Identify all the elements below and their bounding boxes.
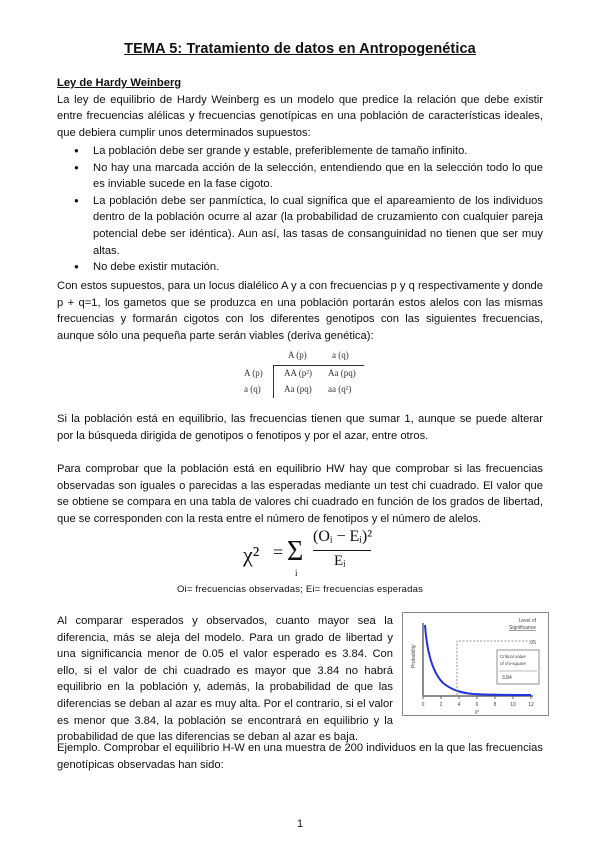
equilibrium-paragraph: Si la población está en equilibrio, las frecuencias tienen que sumar 1, aunque se puede alterar por la búsqueda dirigida de genotipos o fenotipos y por el azar, entre otros. xyxy=(57,413,543,442)
x-tick: 0 xyxy=(421,702,425,708)
table-divider xyxy=(273,365,274,398)
table-cell: aa (q²) xyxy=(328,384,352,394)
chi-square-distribution-figure xyxy=(402,612,549,716)
fraction-bar xyxy=(313,550,371,551)
section-heading: Ley de Hardy Weinberg xyxy=(57,77,182,89)
formula-lhs: χ² xyxy=(243,542,260,567)
formula-sigma-sub: i xyxy=(295,568,298,578)
y-axis-label: Probability xyxy=(411,644,417,668)
compare-paragraph: Al comparar esperados y observados, cuanto mayor sea la diferencia, más se aleja del modelo. Para un grado de libertad y una significancia menor de 0.05 el valor esperado es 3.84. Con ello, si el valor de chi cuadrado es mayor que 3.84 no habrá equilibrio en la población y, además, la probabilidad de que las diferencias se deban al azar es muy alta. Por el contrario, si el valor es menor que 3.84, la población se encontrará en equilibrio y la probabilidad de que las diferencias se deban al azar es baja. xyxy=(57,615,393,744)
example-paragraph: Ejemplo. Comprobar el equilibrio H-W en una muestra de 200 individuos en la que las frecuencias genotípicas observadas han sido: xyxy=(57,742,543,771)
level-label-1: Level of xyxy=(518,618,536,624)
list-item: ● La población debe ser grande y estable, preferiblemente de tamaño infinito. xyxy=(57,143,543,160)
table-divider xyxy=(273,365,364,366)
x-tick: 12 xyxy=(528,702,534,708)
list-item: ● No debe existir mutación. xyxy=(57,259,543,276)
x-axis-label: χ² xyxy=(474,709,480,715)
formula-caption: Oi= frecuencias observadas; Ei= frecuencias esperadas xyxy=(176,584,424,595)
level-label-2: Significance xyxy=(509,625,536,631)
table-cell: AA (p²) xyxy=(284,368,312,378)
row-header: a (q) xyxy=(244,384,261,394)
locus-paragraph: Con estos supuestos, para un locus dialélico A y a con frecuencias p y q respectivamente y donde p + q=1, los gametos que se produzca en una población portarán estos alelos con las mismas frecuencias y formarán cigotos con los diferentes genotipos con las siguientes frecuencias, aunque sólo una pequeña parte serán viables (deriva genética): xyxy=(57,280,543,342)
formula-denominator: Eᵢ xyxy=(334,553,346,569)
x-tick: 6 xyxy=(475,702,479,708)
critical-label-2: of chi-square xyxy=(500,661,527,666)
intro-block xyxy=(57,75,543,141)
formula-sigma: Σ xyxy=(287,536,304,567)
level-value: .05 xyxy=(529,640,536,646)
chi-square-formula xyxy=(243,528,373,578)
chi-test-paragraph: Para comprobar que la población está en equilibrio HW hay que comprobar si las frecuencias observadas son iguales o parecidas a las esperadas mediante un test chi cuadrado. El valor que se obtiene se compara en una tabla de valores chi cuadrado en función de los grados de libertad, que se corresponden con la resta entre el número de fenotipos y el número de alelos. xyxy=(57,463,543,525)
chi-square-chart xyxy=(403,613,548,715)
assumptions-list xyxy=(57,143,543,276)
row-header: A (p) xyxy=(244,368,263,378)
intro-paragraph: La ley de equilibrio de Hardy Weinberg es un modelo que predice la relación que debe existir entre frecuencias alélicas y frecuencias genotípicas en una población de características ideales, que debiera cumplir unos determinados supuestos: xyxy=(57,93,543,139)
page-number: 1 xyxy=(296,818,304,830)
col-header: a (q) xyxy=(332,350,349,360)
formula-numerator: (Oᵢ − Eᵢ)² xyxy=(313,528,373,545)
x-tick: 10 xyxy=(510,702,516,708)
x-tick: 2 xyxy=(439,702,443,708)
table-cell: Aa (pq) xyxy=(328,368,356,378)
list-item: ● La población debe ser panmíctica, lo cual significa que el apareamiento de los individuos dentro de la población ocurre al azar (la probabilidad de cruzamiento con cualquier pareja potencial debe ser idéntica). Aun así, las tasas de consanguinidad no tienen que ser muy altas. xyxy=(57,193,543,259)
critical-value: 3.84 xyxy=(502,675,512,681)
table-cell: Aa (pq) xyxy=(284,384,312,394)
x-tick: 8 xyxy=(493,702,497,708)
col-header: A (p) xyxy=(288,350,307,360)
punnett-square xyxy=(240,348,370,398)
list-item: ● No hay una marcada acción de la selección, entendiendo que en la selección todo lo que es inviable sucede en la fase cigoto. xyxy=(57,160,543,193)
formula-equals: = xyxy=(273,542,284,562)
critical-label-1: Critical value xyxy=(500,654,526,659)
x-tick: 4 xyxy=(457,702,461,708)
page-title: TEMA 5: Tratamiento de datos en Antropogenética xyxy=(124,41,476,57)
